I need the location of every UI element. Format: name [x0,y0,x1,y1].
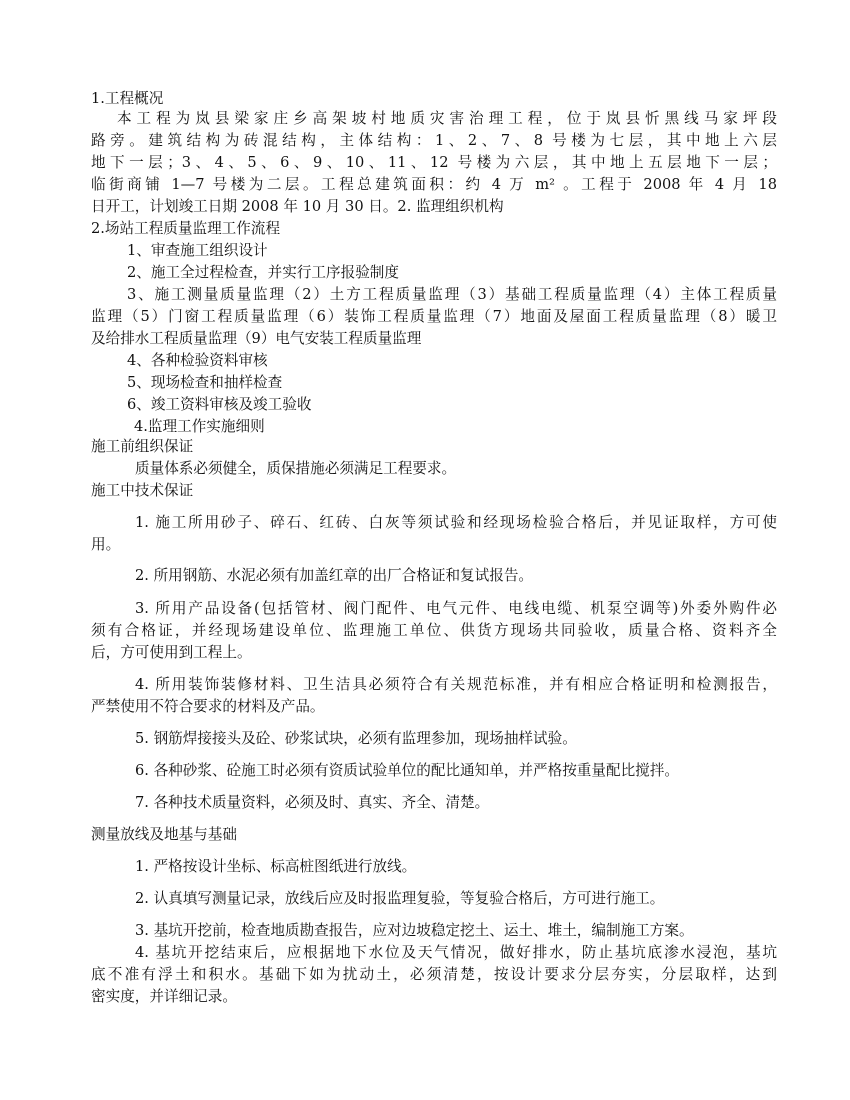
list-item: 1. 施工所用砂子、碎石、红砖、白灰等须试验和经现场检验合格后，并见证取样，方可使 [135,514,777,531]
paragraph-line: 路旁。建筑结构为砖混结构，主体结构：1、2、7、8 号楼为七层，其中地上六层 [91,132,777,149]
list-item: 2. 认真填写测量记录，放线后应及时报监理复验，等复验合格后，方可进行施工。 [135,890,665,907]
list-item: 2、施工全过程检查，并实行工序报验制度 [127,264,399,281]
list-item: 底不准有浮土和积水。基础下如为扰动土，必须清楚，按设计要求分层夯实，分层取样，达到 [91,966,777,983]
section-heading-survey-foundation: 测量放线及地基与基础 [91,826,237,843]
list-item: 7. 各种技术质量资料，必须及时、真实、齐全、清楚。 [135,794,490,811]
list-item: 1. 严格按设计坐标、标高桩图纸进行放线。 [135,858,417,875]
section-heading-construction-technical: 施工中技术保证 [91,482,194,499]
list-item: 严禁使用不符合要求的材料及产品。 [91,698,325,715]
list-item: 4. 基坑开挖结束后，应根据地下水位及天气情况，做好排水，防止基坑底渗水浸泡，基坑 [135,944,777,961]
list-item: 监理（5）门窗工程质量监理（6）装饰工程质量监理（7）地面及屋面工程质量监理（8）暖卫 [91,308,777,325]
list-item: 用。 [91,536,121,553]
paragraph-line: 临街商铺 1—7 号楼为二层。工程总建筑面积：约 4 万 m² 。工程于 2008 年 4 月 18 [91,176,777,193]
list-item: 5. 钢筋焊接接头及砼、砂浆试块，必须有监理参加，现场抽样试验。 [135,730,577,747]
list-item: 后，方可使用到工程上。 [91,644,252,661]
list-item: 2. 所用钢筋、水泥必须有加盖红章的出厂合格证和复试报告。 [135,567,534,584]
list-item: 须有合格证，并经现场建设单位、监理施工单位、供货方现场共同验收，质量合格、资料齐全 [91,622,777,639]
list-item: 5、现场检查和抽样检查 [127,374,283,391]
list-item: 3、施工测量质量监理（2）土方工程质量监理（3）基础工程质量监理（4）主体工程质量 [127,286,777,303]
paragraph-line: 地下一层；3、4、5、6、9、10、11、12 号楼为六层，其中地上五层地下一层； [91,154,777,171]
list-item: 1、审查施工组织设计 [127,242,268,259]
section-heading-workflow: 2.场站工程质量监理工作流程 [91,220,281,237]
list-item: 4. 所用装饰装修材料、卫生洁具必须符合有关规范标准，并有相应合格证明和检测报告， [135,676,777,693]
paragraph-line: 本工程为岚县梁家庄乡高架坡村地质灾害治理工程，位于岚县忻黑线马家坪段 [117,110,777,127]
list-item: 3. 基坑开挖前，检查地质勘查报告，应对边坡稳定挖土、运土、堆土，编制施工方案。 [135,922,694,939]
list-item: 4.监理工作实施细则 [134,418,265,435]
list-item: 4、各种检验资料审核 [127,352,268,369]
section-heading-project-overview: 1.工程概况 [91,90,164,107]
list-item: 及给排水工程质量监理（9）电气安装工程质量监理 [91,330,422,347]
list-item: 6、竣工资料审核及竣工验收 [127,396,312,413]
list-item: 3. 所用产品设备(包括管材、阀门配件、电气元件、电线电缆、机泵空调等)外委外购件必 [135,600,777,617]
section-heading-pre-construction: 施工前组织保证 [91,438,194,455]
paragraph-line: 日开工，计划竣工日期 2008 年 10 月 30 日。2. 监理组织机构 [91,198,504,215]
list-item: 密实度，并详细记录。 [91,988,237,1005]
list-item: 6. 各种砂浆、砼施工时必须有资质试验单位的配比通知单，并严格按重量配比搅拌。 [135,762,679,779]
paragraph-line: 质量体系必须健全，质保措施必须满足工程要求。 [135,460,457,477]
